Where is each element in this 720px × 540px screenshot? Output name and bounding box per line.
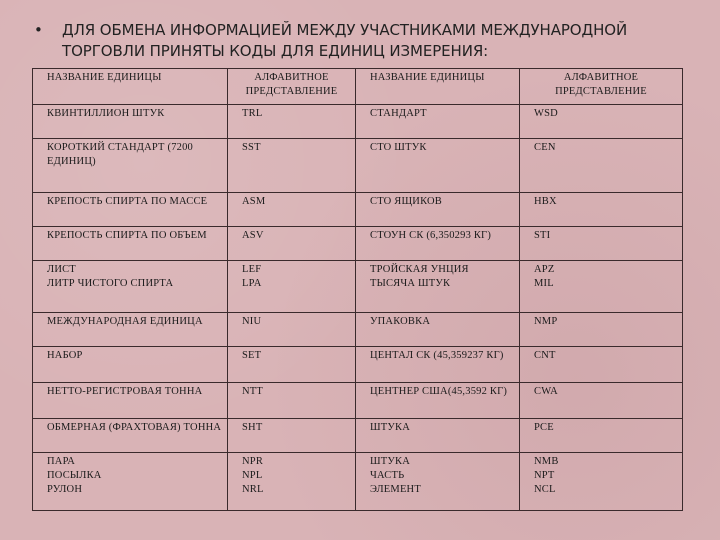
unit-code-line: NPR xyxy=(242,456,264,467)
table-row xyxy=(33,261,683,313)
unit-code: WSD xyxy=(520,105,683,139)
unit-name: УПАКОВКА xyxy=(356,313,520,347)
unit-name xyxy=(356,453,520,511)
unit-name-line: РУЛОН xyxy=(47,484,83,495)
table-row xyxy=(33,453,683,511)
unit-code: ASV xyxy=(228,227,356,261)
unit-name-line: ТЫСЯЧА ШТУК xyxy=(370,278,451,289)
unit-code-line: APZ xyxy=(534,264,555,275)
unit-name: СТО ШТУК xyxy=(356,139,520,193)
table-row xyxy=(33,383,683,419)
unit-name: КРЕПОСТЬ СПИРТА ПО ОБЪЕМ xyxy=(33,227,228,261)
unit-code: SET xyxy=(228,347,356,383)
table-header-row xyxy=(33,69,683,105)
unit-code-line: MIL xyxy=(534,278,554,289)
units-table xyxy=(32,68,683,511)
table-row xyxy=(33,419,683,453)
table-row xyxy=(33,193,683,227)
header-alpha-code: АЛФАВИТНОЕ ПРЕДСТАВЛЕНИЕ xyxy=(228,69,356,105)
table-row xyxy=(33,227,683,261)
unit-name xyxy=(33,261,228,313)
unit-code: ASM xyxy=(228,193,356,227)
unit-name: КВИНТИЛЛИОН ШТУК xyxy=(33,105,228,139)
table-row xyxy=(33,105,683,139)
unit-name: ШТУКА xyxy=(356,419,520,453)
unit-name-line: ЛИСТ xyxy=(47,264,76,275)
unit-name: СТО ЯЩИКОВ xyxy=(356,193,520,227)
unit-code-line: NMB xyxy=(534,456,559,467)
unit-code: TRL xyxy=(228,105,356,139)
unit-code xyxy=(520,261,683,313)
unit-code-line: NPT xyxy=(534,470,555,481)
unit-name: СТАНДАРТ xyxy=(356,105,520,139)
unit-code: NMP xyxy=(520,313,683,347)
unit-name xyxy=(356,261,520,313)
heading-text: ДЛЯ ОБМЕНА ИНФОРМАЦИЕЙ МЕЖДУ УЧАСТНИКАМИ МЕЖДУНАРОДНОЙ ТОРГОВЛИ ПРИНЯТЫ КОДЫ ДЛЯ ЕДИНИЦ ИЗМЕРЕНИЯ: xyxy=(62,21,628,60)
unit-name: ЦЕНТАЛ СК (45,359237 КГ) xyxy=(356,347,520,383)
unit-code: SHT xyxy=(228,419,356,453)
unit-name: ЦЕНТНЕР США(45,3592 КГ) xyxy=(356,383,520,419)
unit-code: CNT xyxy=(520,347,683,383)
unit-code-line: NPL xyxy=(242,470,263,481)
table-row xyxy=(33,313,683,347)
unit-code xyxy=(228,261,356,313)
unit-name-line: ПАРА xyxy=(47,456,76,467)
unit-name-line: ЧАСТЬ xyxy=(370,470,405,481)
header-unit-name: НАЗВАНИЕ ЕДИНИЦЫ xyxy=(33,69,228,105)
unit-code: NIU xyxy=(228,313,356,347)
unit-name-line: ШТУКА xyxy=(370,456,411,467)
unit-code-line: LEF xyxy=(242,264,262,275)
unit-name-line: ТРОЙСКАЯ УНЦИЯ xyxy=(370,264,469,275)
unit-code-line: NRL xyxy=(242,484,264,495)
unit-name xyxy=(33,453,228,511)
unit-code: PCE xyxy=(520,419,683,453)
unit-code-line: NCL xyxy=(534,484,556,495)
bullet-icon: • xyxy=(34,21,43,39)
unit-code xyxy=(228,453,356,511)
unit-code: SST xyxy=(228,139,356,193)
unit-name-line: ЭЛЕМЕНТ xyxy=(370,484,421,495)
unit-code: CWA xyxy=(520,383,683,419)
table-row xyxy=(33,139,683,193)
unit-name: НЕТТО-РЕГИСТРОВАЯ ТОННА xyxy=(33,383,228,419)
unit-name: КРЕПОСТЬ СПИРТА ПО МАССЕ xyxy=(33,193,228,227)
unit-name: МЕЖДУНАРОДНАЯ ЕДИНИЦА xyxy=(33,313,228,347)
unit-name: СТОУН СК (6,350293 КГ) xyxy=(356,227,520,261)
unit-name-line: ЛИТР ЧИСТОГО СПИРТА xyxy=(47,278,174,289)
unit-name: КОРОТКИЙ СТАНДАРТ (7200 ЕДИНИЦ) xyxy=(33,139,228,193)
unit-name-line: ПОСЫЛКА xyxy=(47,470,102,481)
unit-code: NTT xyxy=(228,383,356,419)
unit-code: HBX xyxy=(520,193,683,227)
unit-name: НАБОР xyxy=(33,347,228,383)
unit-code-line: LPA xyxy=(242,278,262,289)
slide-heading xyxy=(34,20,684,62)
table-row xyxy=(33,347,683,383)
unit-name: ОБМЕРНАЯ (ФРАХТОВАЯ) ТОННА xyxy=(33,419,228,453)
unit-code: CEN xyxy=(520,139,683,193)
unit-code xyxy=(520,453,683,511)
header-alpha-code-2: АЛФАВИТНОЕ ПРЕДСТАВЛЕНИЕ xyxy=(520,69,683,105)
unit-code: STI xyxy=(520,227,683,261)
header-unit-name-2: НАЗВАНИЕ ЕДИНИЦЫ xyxy=(356,69,520,105)
